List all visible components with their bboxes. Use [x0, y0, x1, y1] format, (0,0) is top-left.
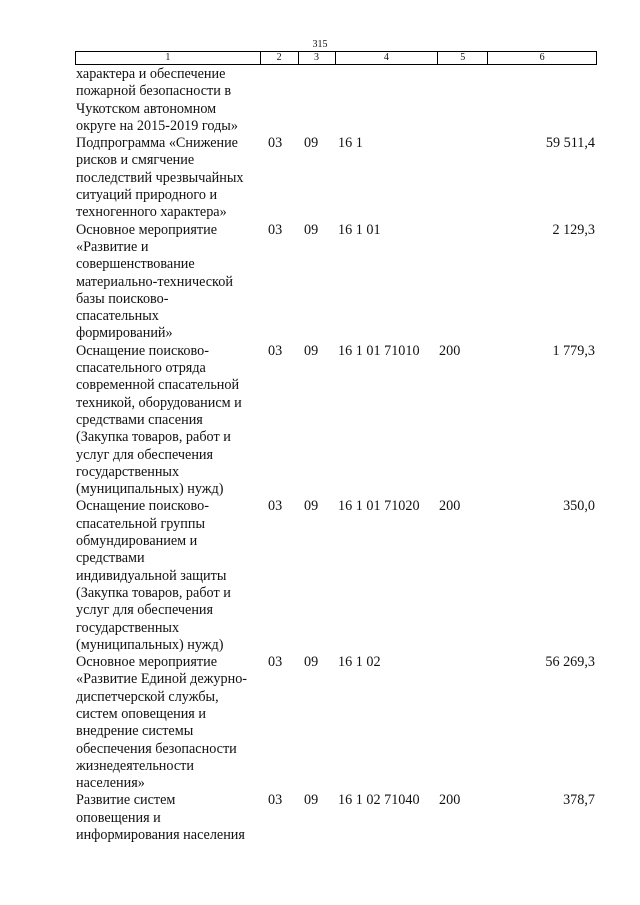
- column-header-1: 1: [76, 52, 261, 64]
- row-section: 03: [268, 342, 283, 359]
- row-amount: [488, 66, 597, 135]
- row-name-line: (Закупка товаров, работ и: [76, 429, 231, 446]
- row-expense-type: [438, 135, 488, 221]
- column-header-5: 5: [438, 52, 488, 64]
- row-section: 03: [268, 792, 283, 809]
- row-name-line: современной спасательной: [76, 377, 240, 394]
- row-name-line: Основное мероприятие: [76, 221, 217, 238]
- table-row: [75, 498, 597, 654]
- row-name-line: (Закупка товаров, работ и: [76, 584, 231, 601]
- row-name: [75, 792, 260, 844]
- row-name: [75, 498, 260, 654]
- table-row: [75, 792, 597, 844]
- row-name-line: систем оповещения и: [76, 705, 206, 722]
- row-name-line: услуг для обеспечения: [76, 602, 214, 619]
- row-name-line: характера и обеспечение: [76, 66, 226, 82]
- row-name-line: государственных: [76, 619, 180, 636]
- row-expense-type: 200: [439, 792, 461, 809]
- row-subsection: 09: [304, 221, 319, 238]
- row-target-article: 16 1 01 71020: [338, 498, 420, 515]
- row-name-line: диспетчерской службы,: [76, 688, 219, 705]
- row-section: 03: [268, 498, 283, 515]
- row-target-article: 16 1 02: [338, 654, 381, 671]
- row-amount: 56 269,3: [545, 654, 595, 671]
- row-name-line: услуг для обеспечения: [76, 446, 214, 463]
- row-name-line: жизнедеятельности: [76, 757, 194, 774]
- row-name-line: информирования населения: [76, 827, 245, 844]
- column-header-6: 6: [488, 52, 597, 64]
- row-expense-type: [438, 66, 488, 135]
- row-target-article: 16 1 01: [338, 221, 381, 238]
- row-amount: 1 779,3: [552, 342, 595, 359]
- row-name: [75, 343, 260, 499]
- row-amount: 378,7: [563, 792, 595, 809]
- page-number: 315: [312, 39, 328, 50]
- row-name-line: Чукотском автономном: [76, 100, 217, 117]
- row-name-line: совершенствование: [76, 256, 195, 273]
- row-name-line: пожарной безопасности в: [76, 83, 232, 100]
- table-row: [75, 654, 597, 792]
- row-target-article: 16 1: [338, 135, 363, 152]
- table-header-row: [75, 51, 597, 65]
- row-section: 03: [268, 135, 283, 152]
- row-name-line: округе на 2015-2019 годы»: [76, 117, 238, 134]
- row-name-line: Оснащение поисково-: [76, 342, 209, 359]
- row-subsection: 09: [304, 498, 319, 515]
- row-amount: 59 511,4: [545, 135, 595, 152]
- row-amount: 2 129,3: [552, 221, 595, 238]
- row-name-line: спасательного отряда: [76, 360, 206, 377]
- row-expense-type: 200: [439, 342, 461, 359]
- row-name-line: обмундированием и: [76, 533, 198, 550]
- row-name-line: базы поисково-: [76, 290, 169, 307]
- row-name-line: «Развитие Единой дежурно-: [76, 671, 248, 688]
- row-name: [75, 135, 260, 221]
- row-name-line: Основное мероприятие: [76, 654, 217, 671]
- row-name-line: ситуаций природного и: [76, 187, 218, 204]
- row-name: [75, 654, 260, 792]
- row-name-line: Подпрограмма «Снижение: [76, 135, 238, 152]
- row-target-article: [335, 66, 438, 135]
- table-row: [75, 222, 597, 343]
- table-body: [75, 66, 597, 844]
- row-subsection: 09: [304, 654, 319, 671]
- table-row: [75, 135, 597, 221]
- row-subsection: [298, 66, 335, 135]
- row-name-line: государственных: [76, 463, 180, 480]
- row-name-line: рисков и смягчение: [76, 152, 195, 169]
- row-name: [75, 66, 260, 135]
- table-row: [75, 66, 597, 135]
- row-target-article: 16 1 01 71010: [338, 342, 420, 359]
- row-name-line: обеспечения безопасности: [76, 740, 237, 757]
- row-name-line: последствий чрезвычайных: [76, 169, 244, 186]
- column-header-2: 2: [261, 52, 299, 64]
- row-name-line: техникой, оборудованисм и: [76, 394, 242, 411]
- row-section: 03: [268, 221, 283, 238]
- row-section: 03: [268, 654, 283, 671]
- row-name-line: формирований»: [76, 325, 173, 342]
- row-target-article: 16 1 02 71040: [338, 792, 420, 809]
- row-name-line: (муниципальных) нужд): [76, 481, 224, 498]
- row-name-line: средствами спасения: [76, 411, 203, 428]
- row-name-line: Оснащение поисково-: [76, 498, 209, 515]
- row-subsection: 09: [304, 135, 319, 152]
- row-subsection: 09: [304, 342, 319, 359]
- row-name-line: Развитие систем: [76, 792, 176, 809]
- row-expense-type: 200: [439, 498, 461, 515]
- row-name: [75, 222, 260, 343]
- row-name-line: «Развитие и: [76, 238, 149, 255]
- row-expense-type: [438, 654, 488, 792]
- row-expense-type: [438, 222, 488, 343]
- row-name-line: населения»: [76, 775, 145, 792]
- row-name-line: внедрение системы: [76, 723, 194, 740]
- row-name-line: средствами: [76, 550, 145, 567]
- row-amount: 350,0: [563, 498, 595, 515]
- row-name-line: спасательной группы: [76, 515, 205, 532]
- row-name-line: оповещения и: [76, 809, 161, 826]
- row-name-line: техногенного характера»: [76, 204, 227, 221]
- row-name-line: (муниципальных) нужд): [76, 636, 224, 653]
- row-name-line: индивидуальной защиты: [76, 567, 227, 584]
- column-header-3: 3: [299, 52, 336, 64]
- row-name-line: спасательных: [76, 308, 159, 325]
- row-name-line: материально-технической: [76, 273, 233, 290]
- row-section: [260, 66, 298, 135]
- row-subsection: 09: [304, 792, 319, 809]
- column-header-4: 4: [336, 52, 439, 64]
- table-row: [75, 343, 597, 499]
